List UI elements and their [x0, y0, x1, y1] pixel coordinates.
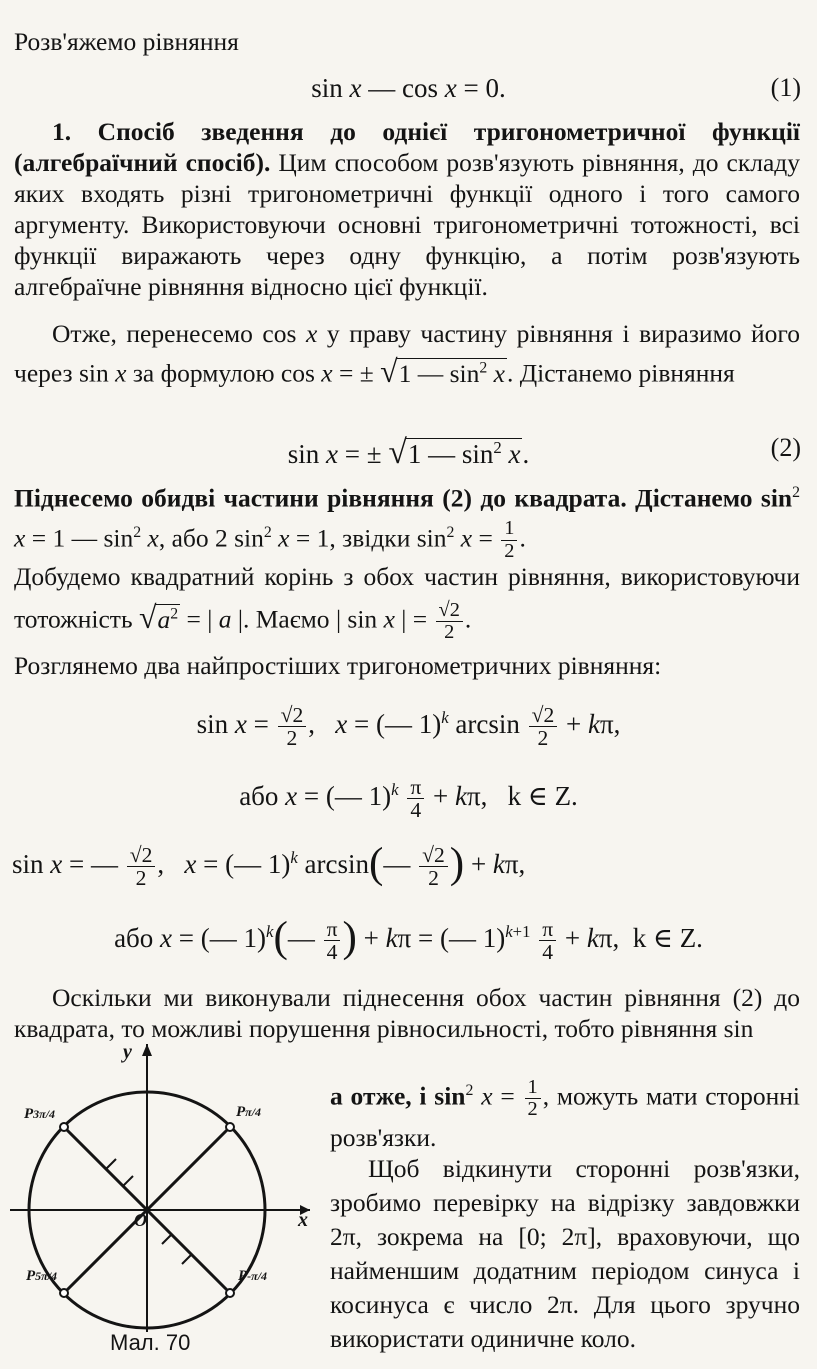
- unit-circle-svg: [10, 1042, 320, 1332]
- label-p1: [236, 1104, 261, 1120]
- label-p2-letter: P: [24, 1106, 34, 1122]
- tick-4: [182, 1254, 192, 1264]
- x-axis-label: x: [298, 1209, 308, 1231]
- paragraph-check: Щоб відкинути сторонні розв'язки, зробимо перевірку на відрізку завдовжки 2π, зокрема на [0; 2π], враховуючи, що найменшим додатним періодом синуса і косинуса є число 2π. Для цього зручно використати одиничне коло.: [330, 1154, 800, 1353]
- paragraph-square-text-d: = 1, звідки sin: [295, 523, 447, 552]
- label-p2: [24, 1106, 55, 1122]
- point-p4: [226, 1289, 234, 1297]
- paragraph-square-text-a: Піднесемо обидві частини рівняння (2) до квадрата. Дістанемо sin: [14, 483, 793, 513]
- intro-text: Розв'яжемо рівняння: [14, 27, 239, 56]
- equation-2: sin x = ± √1 — $\sin^2 x$. (2): [0, 430, 817, 472]
- k-in-z-1: k ∈ Z.: [507, 781, 578, 811]
- equation-4: або x = (— 1)$^k$ $\frac{\pi}{4}$ + kπ, k ∈ Z.: [239, 774, 578, 823]
- paragraph-transfer: Отже, перенесемо cos x у праву частину рівняння і виразимо його через sin x за формулою cos x = ± √1 — $\sin^2 x$. Дістанемо рівняння: [14, 319, 800, 389]
- abo-label-2: або: [114, 923, 154, 953]
- paragraph-extraneous-c: а отже, і $\sin^2 x$ = $\frac{1}{2}$ , можуть мати сторонні розв'язки.: [330, 1075, 801, 1152]
- point-p2: [60, 1123, 68, 1131]
- equation-6: або x = (— 1)$^k$(— $\frac{\pi}{4}$ ) + kπ = (— 1)$^{k+1}$ $\frac{\pi}{4}$ + kπ, k ∈ Z.: [114, 914, 703, 965]
- paragraph-root-text-a: Добудемо квадратний корінь з обох частин рівняння, використовуючи тотожність: [14, 562, 800, 634]
- method-1-body: Цим способом розв'язують рівняння, до складу яких входять різні тригонометричні функції одного і того самого аргументу. Використовуючи основні тригонометричні тотожності, всі функції виражають через одну функцію, а потім розв'язують алгебраїчне рівняння відносно цієї функції.: [14, 148, 800, 301]
- paragraph-two-equations: Розглянемо два найпростіших тригонометричних рівняння:: [14, 651, 662, 680]
- paragraph-extraneous-a: [14, 982, 800, 1044]
- tick-2: [123, 1176, 133, 1186]
- label-p4-sub: -π/4: [247, 1269, 268, 1283]
- tick-1: [106, 1159, 116, 1169]
- label-p1-letter: P: [236, 1104, 246, 1120]
- figure-caption: Мал. 70: [110, 1330, 191, 1355]
- method-1-title: 1. Спосіб зведення до однієї тригонометричної функції (алгебраїчний спосіб).: [14, 117, 800, 177]
- label-p4: [238, 1268, 267, 1284]
- point-p3: [60, 1289, 68, 1297]
- origin-label: O: [134, 1210, 147, 1230]
- equation-1-number: (1): [770, 73, 801, 102]
- label-p4-letter: P: [238, 1268, 248, 1284]
- y-axis-label: y: [123, 1041, 132, 1063]
- label-p3-letter: P: [26, 1268, 36, 1284]
- equation-3: sin x = $\frac{√2}{2}$ , x = (— 1)$^k$ arcsin $\frac{√2}{2}$ + kπ,: [196, 702, 621, 751]
- paragraph-extraneous-text-a: Оскільки ми виконували піднесення обох частин рівняння (2) до квадрата, то можливі порушення рівносильності, тобто рівняння sin: [14, 983, 800, 1043]
- unit-circle-figure: [10, 1042, 320, 1362]
- paragraph-transfer-text-a: Отже, перенесемо cos: [52, 319, 297, 348]
- paragraph-square: Піднесемо обидві частини рівняння (2) до квадрата. Дістанемо $\sin^2 x = 1$ — $\sin^2 x$, або 2 $\sin^2 x = 1$, звідки $\sin^2 x$ = $\frac{1}{2}$ .: [14, 483, 800, 562]
- point-p1: [226, 1123, 234, 1131]
- paragraph-extraneous-text-d: , можуть мати сторонні розв'язки.: [330, 1081, 801, 1152]
- paragraph-extraneous-text-c: а отже, і sin: [330, 1081, 466, 1111]
- paragraph-transfer-text-b: у праву частину рівняння і виразимо його через sin: [14, 319, 800, 388]
- label-p3: [26, 1268, 57, 1284]
- equation-1: sin x — cos x = 0. (1): [0, 70, 817, 106]
- paragraph-square-text-c: , або 2 sin: [158, 523, 264, 552]
- paragraph-transfer-text-d: Дістанемо рівняння: [519, 358, 735, 388]
- y-axis-arrow: [142, 1044, 152, 1056]
- label-p2-sub: 3π/4: [33, 1107, 56, 1121]
- paragraph-square-text-b: = 1 — sin: [31, 523, 134, 552]
- paragraph-root: Добудемо квадратний корінь з обох частин рівняння, використовуючи тотожність $√a^2$ = | a |. Маємо | sin x | = $\frac{√2}{2}$ .: [14, 562, 800, 644]
- equation-5: sin x = — $\frac{√2}{2}$ , x = (— 1)$^k$ arcsin(— $\frac{√2}{2}$ ) + kπ,: [12, 840, 526, 891]
- abo-label-1: або: [239, 781, 279, 811]
- paragraph-transfer-text-c: за формулою cos: [132, 358, 315, 388]
- paragraph-root-text-b: . Маємо: [242, 604, 330, 634]
- label-p3-sub: 5π/4: [35, 1269, 58, 1283]
- k-in-z-2: k ∈ Z.: [632, 923, 703, 953]
- method-1-paragraph: [14, 116, 800, 302]
- label-p1-sub: π/4: [245, 1105, 262, 1119]
- equation-2-number: (2): [770, 433, 801, 462]
- tick-3: [162, 1234, 172, 1244]
